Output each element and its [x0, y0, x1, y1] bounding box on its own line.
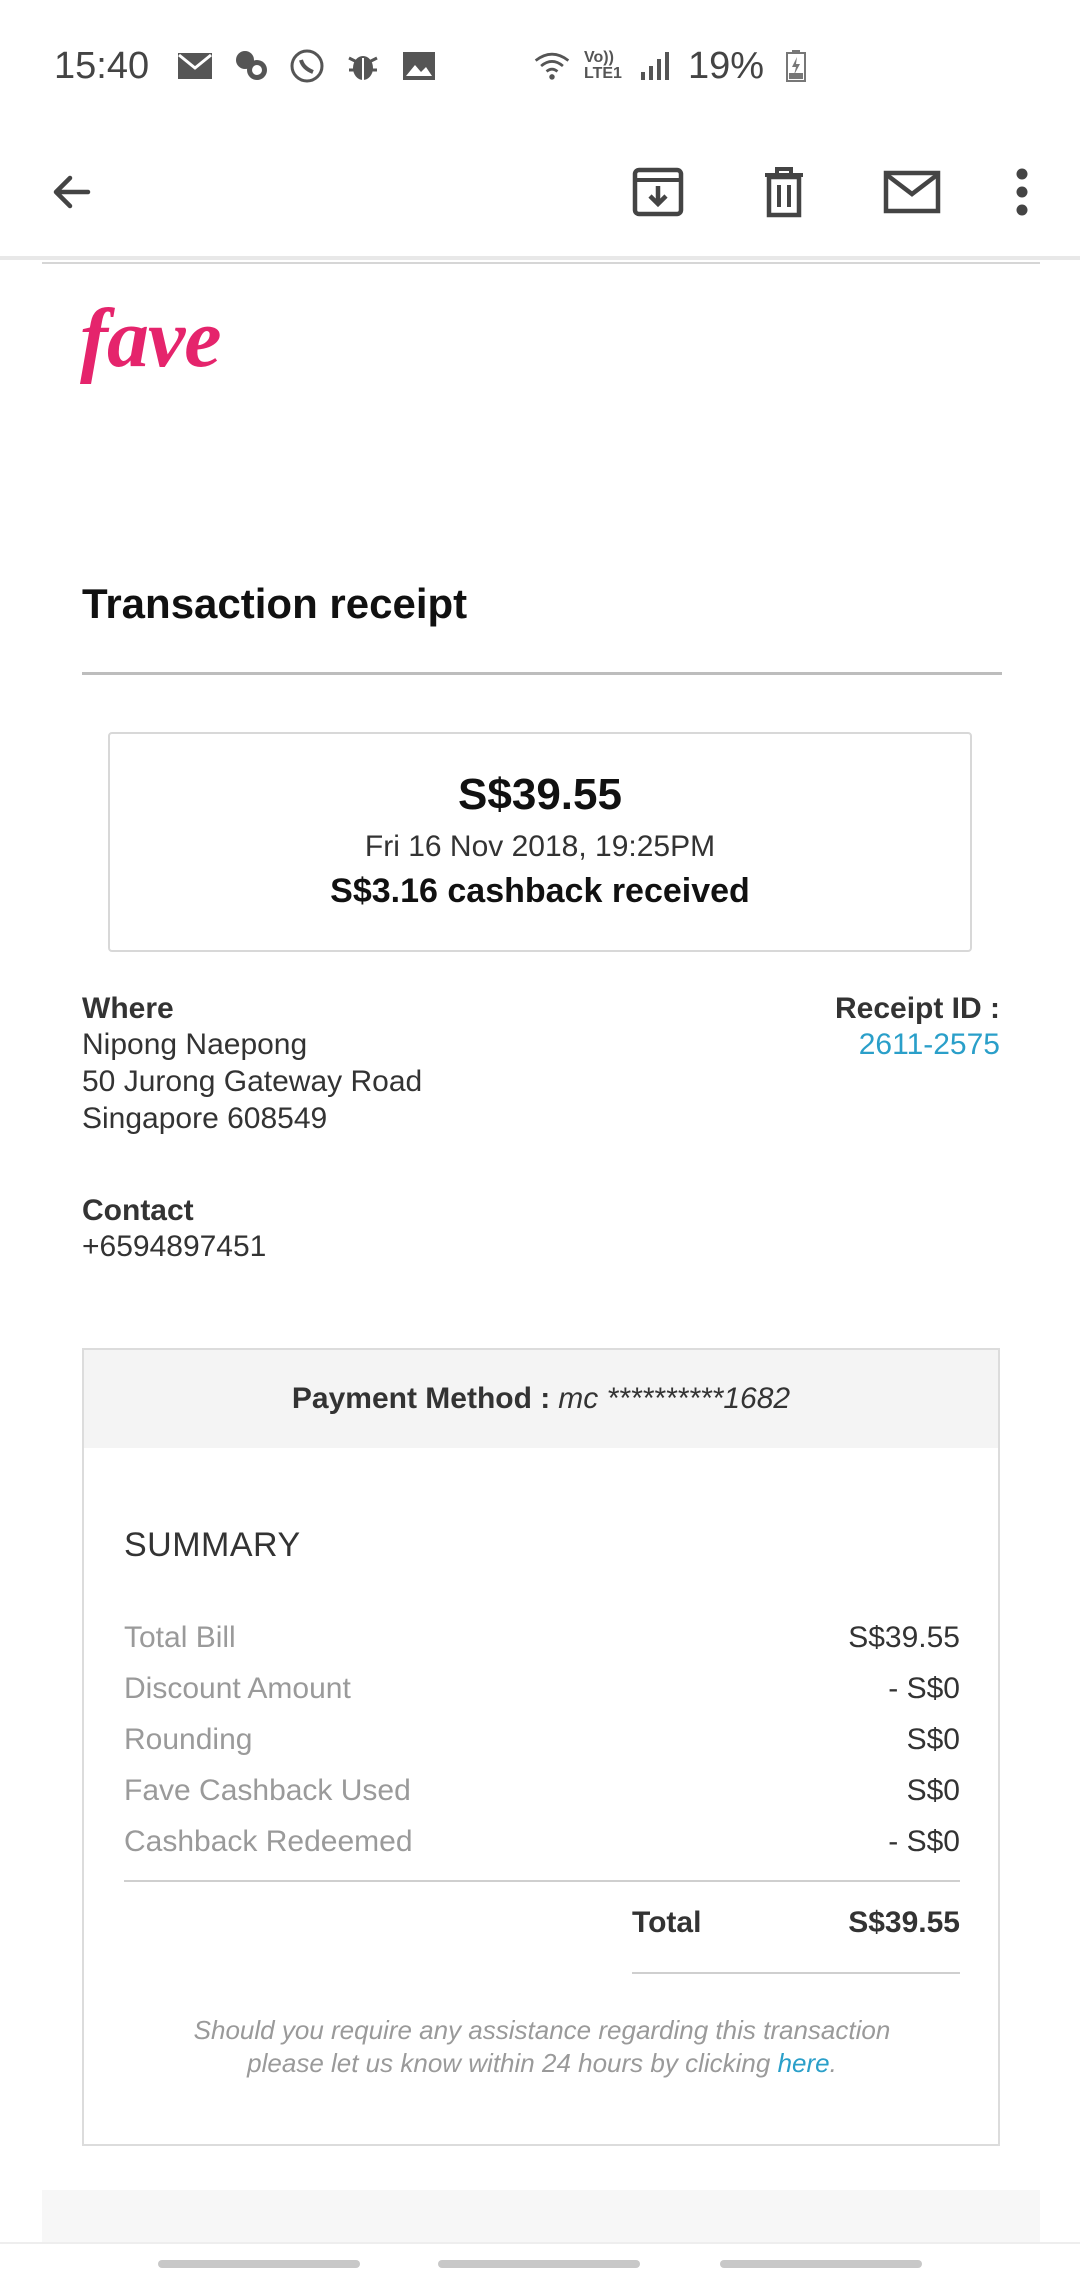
summary-divider [124, 1880, 960, 1882]
summary-list [124, 1612, 960, 1867]
total-divider [632, 1972, 960, 1974]
app-bar-shadow [0, 256, 1080, 260]
payment-method-bar [84, 1350, 998, 1448]
mail-icon [883, 170, 941, 219]
archive-icon [631, 166, 685, 223]
contact-section [82, 1194, 266, 1265]
merchant-postal: Singapore 608549 [82, 1102, 328, 1135]
summary-value: - S$0 [888, 1824, 960, 1858]
summary-label: Fave Cashback Used [124, 1773, 411, 1807]
system-nav-bar [0, 2242, 1080, 2282]
network-label: Vo)) LTE1 [584, 49, 622, 82]
receipt-id-label: Receipt ID : [834, 992, 1000, 1025]
nav-back[interactable] [720, 2260, 922, 2268]
bug-icon [343, 46, 383, 86]
more-icon [1015, 167, 1029, 222]
battery-icon [776, 46, 816, 86]
merchant-name: Nipong Naepong [82, 1028, 308, 1061]
title-divider [82, 672, 1002, 675]
summary-row-cashback-redeemed [124, 1816, 960, 1867]
amount-card [108, 732, 972, 952]
total-label: Total [632, 1906, 702, 1939]
contact-label: Contact [82, 1194, 194, 1227]
chat-icon [231, 46, 271, 86]
where-label: Where [82, 992, 174, 1025]
assistance-line-2 [124, 2047, 960, 2080]
total-value: S$39.55 [848, 1906, 960, 1939]
status-bar [0, 0, 1080, 132]
gallery-icon [399, 46, 439, 86]
page-title: Transaction receipt [82, 580, 468, 627]
receipt-id-link[interactable]: 2611-2575 [858, 1028, 1000, 1061]
summary-label: Cashback Redeemed [124, 1824, 413, 1858]
assistance-line-2-text: please let us know within 24 hours by clicking [247, 2048, 771, 2078]
summary-row-total-bill [124, 1612, 960, 1663]
summary-label: Total Bill [124, 1620, 236, 1654]
summary-row-fave-cashback [124, 1765, 960, 1816]
summary-box [82, 1348, 1000, 2146]
whatsapp-icon [287, 46, 327, 86]
more-options-button[interactable] [984, 156, 1060, 232]
payment-method-label: Payment Method : [291, 1382, 551, 1415]
summary-heading: SUMMARY [124, 1526, 301, 1564]
summary-row-rounding [124, 1714, 960, 1765]
email-footer [42, 2190, 1040, 2242]
assistance-note [124, 2014, 960, 2080]
help-link[interactable]: here [777, 2048, 830, 2078]
summary-label: Discount Amount [124, 1671, 351, 1705]
amount-value: S$39.55 [458, 770, 622, 819]
wifi-icon [532, 46, 572, 86]
summary-label: Rounding [124, 1722, 253, 1756]
assistance-end: . [829, 2048, 837, 2078]
merchant-address: 50 Jurong Gateway Road [82, 1065, 423, 1098]
gmail-icon [175, 46, 215, 86]
payment-method-value: mc **********1682 [558, 1382, 791, 1415]
status-time: 15:40 [54, 44, 150, 87]
summary-value: - S$0 [888, 1671, 960, 1705]
summary-row-discount [124, 1663, 960, 1714]
app-bar [0, 132, 1080, 256]
receipt-section [835, 992, 1000, 1063]
cashback-text: S$3.16 cashback received [330, 872, 750, 910]
battery-percent: 19% [688, 44, 765, 87]
nav-recents[interactable] [158, 2260, 360, 2268]
email-top-rule [42, 262, 1040, 264]
archive-button[interactable] [620, 156, 696, 232]
mark-unread-button[interactable] [874, 156, 950, 232]
signal-icon [636, 46, 676, 86]
summary-value: S$0 [906, 1773, 960, 1807]
where-section [82, 992, 422, 1137]
back-button[interactable] [34, 156, 110, 232]
delete-button[interactable] [746, 156, 822, 232]
back-arrow-icon [48, 168, 96, 221]
summary-value: S$39.55 [848, 1620, 960, 1654]
contact-phone[interactable]: +6594897451 [82, 1230, 267, 1263]
nav-home[interactable] [438, 2260, 640, 2268]
trash-icon [761, 165, 807, 224]
total-row [632, 1906, 960, 1940]
transaction-datetime: Fri 16 Nov 2018, 19:25PM [364, 830, 716, 863]
fave-logo: fave [80, 292, 221, 385]
summary-value: S$0 [906, 1722, 960, 1756]
assistance-line-1: Should you require any assistance regarding this transaction [193, 2015, 891, 2045]
